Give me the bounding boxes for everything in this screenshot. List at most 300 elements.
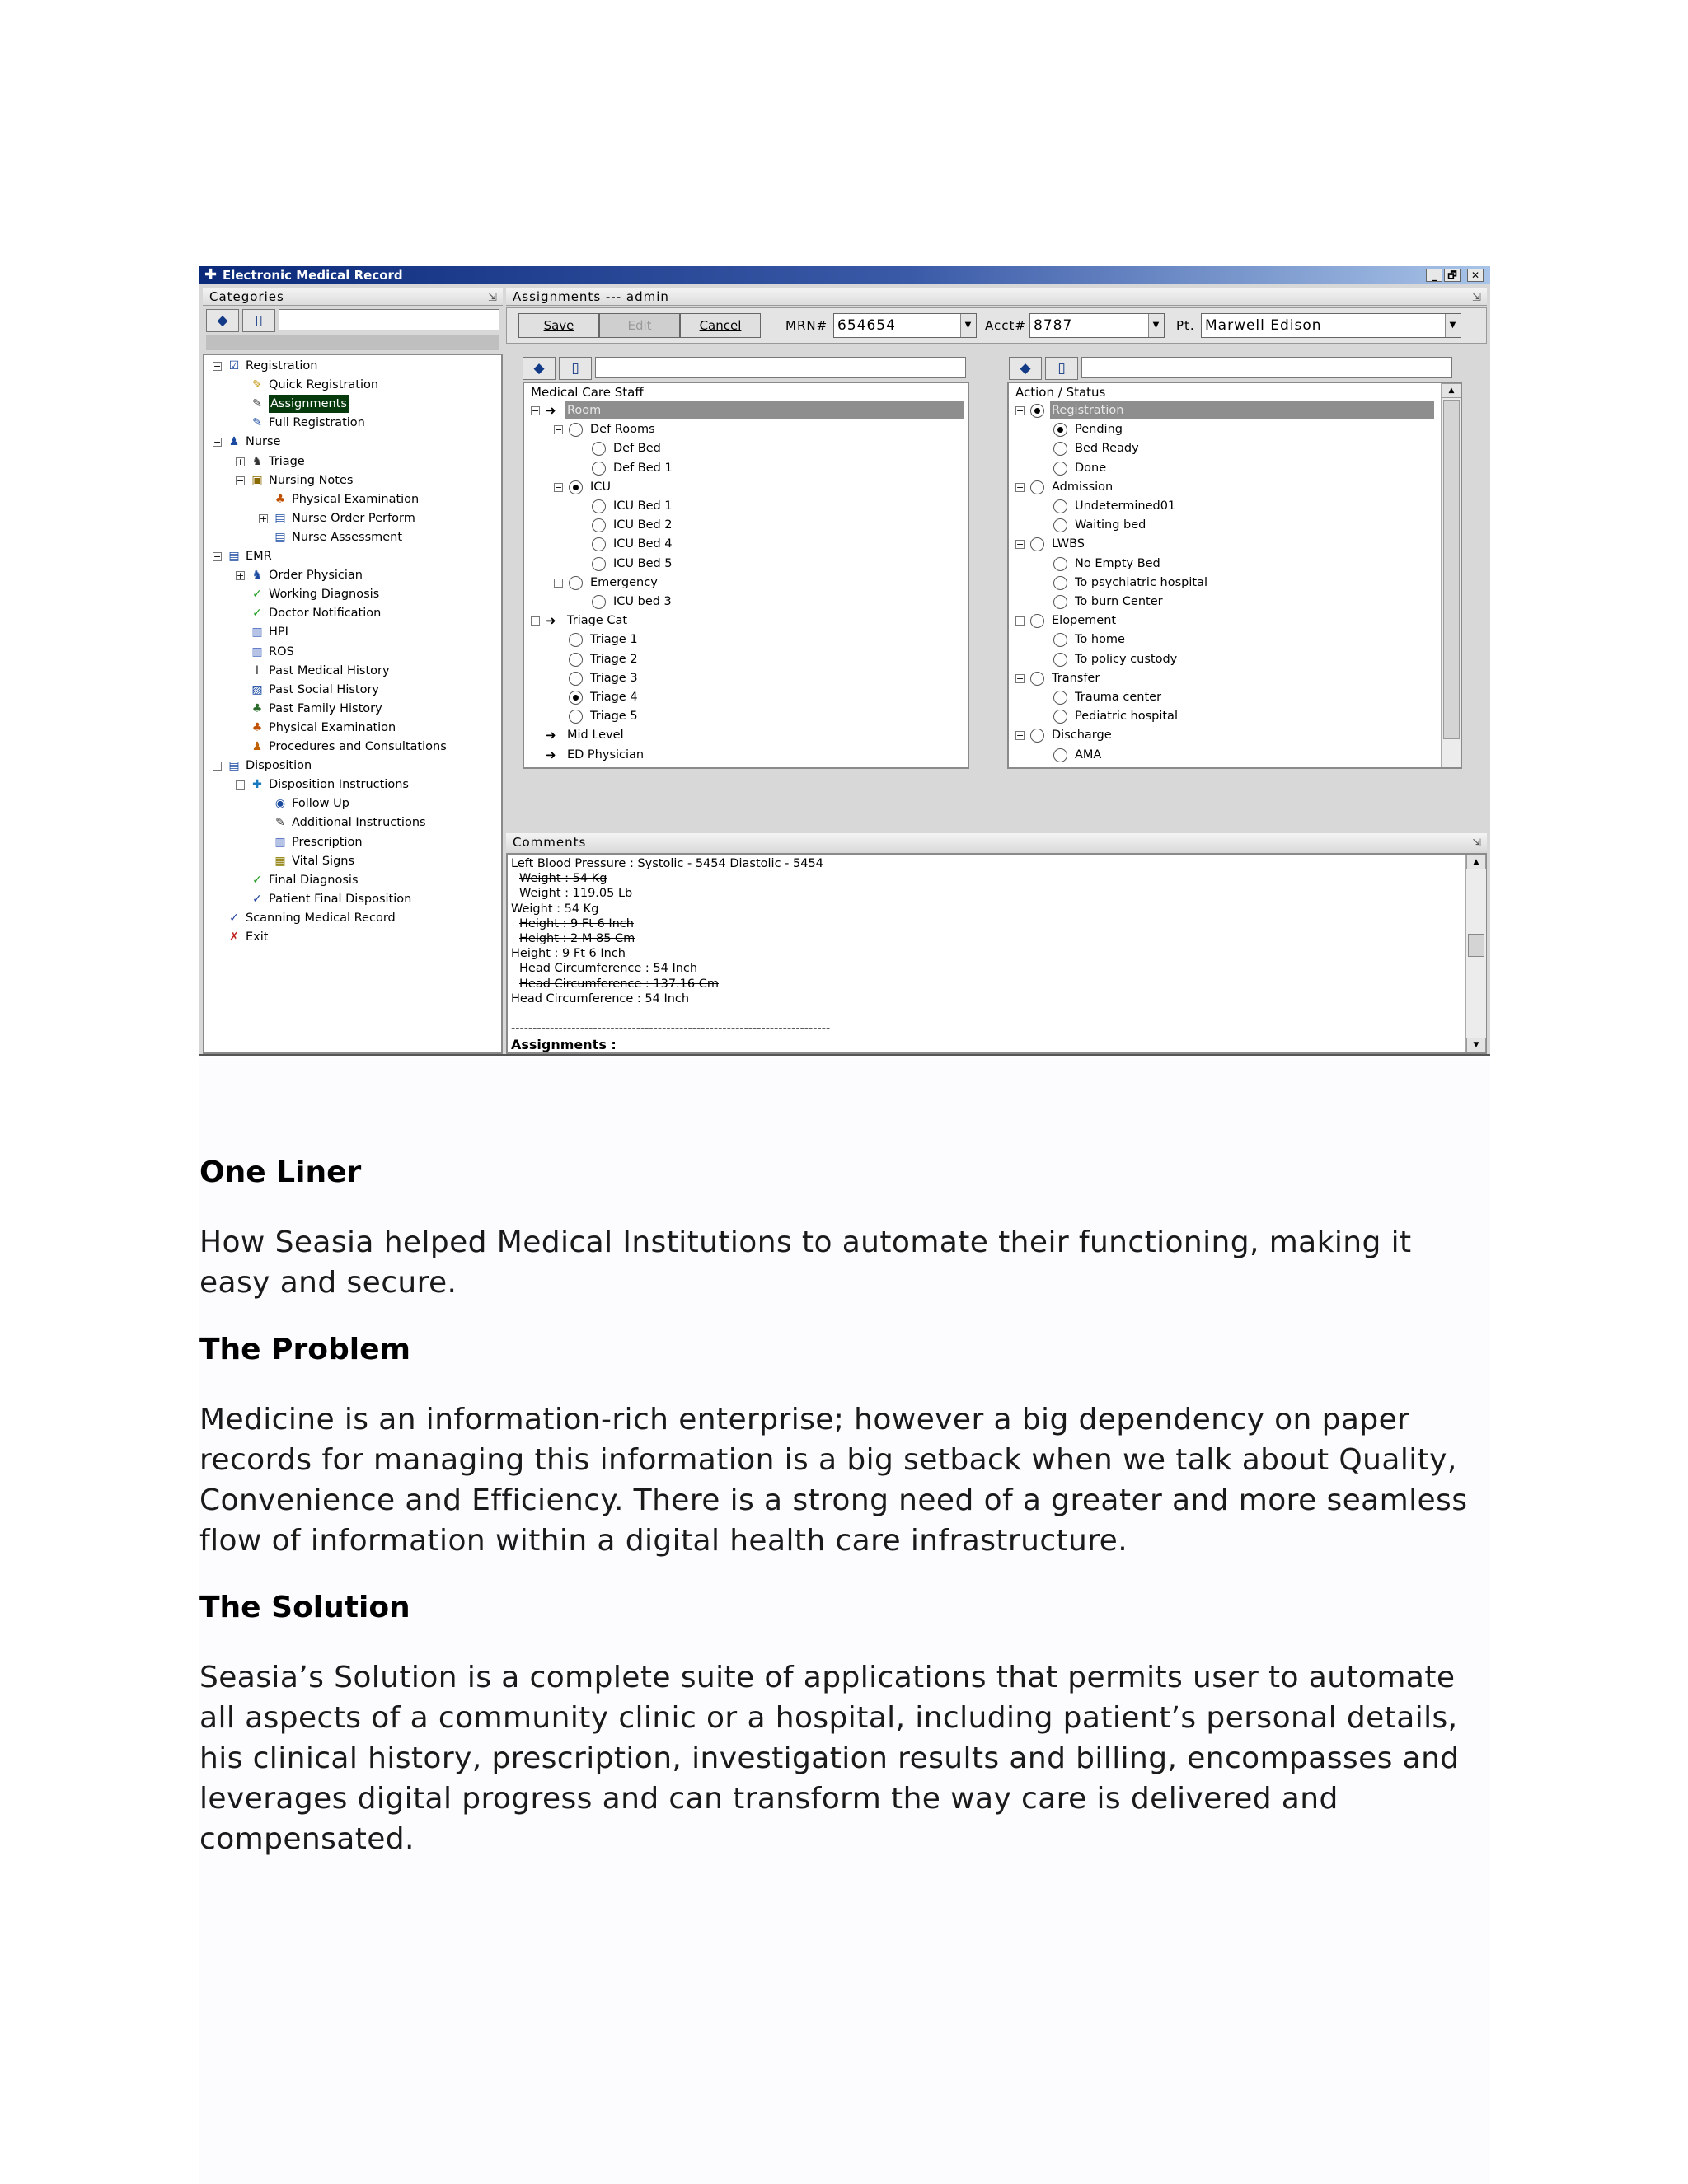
tree-node-label: To burn Center — [1075, 595, 1163, 608]
tree-node-label: LWBS — [1052, 537, 1085, 551]
emr-window — [199, 266, 1490, 1056]
tree-node-label: ICU Bed 4 — [613, 537, 673, 551]
scroll-up-icon[interactable]: ▲ — [1442, 383, 1461, 398]
pen-icon: ✎ — [252, 378, 262, 392]
category-item[interactable] — [204, 681, 498, 699]
collapse-icon[interactable]: − — [237, 780, 245, 791]
category-item-label: Quick Registration — [269, 378, 379, 392]
radio-icon[interactable] — [1030, 672, 1044, 686]
solution-heading: The Solution — [199, 1591, 410, 1624]
check-icon: ✓ — [252, 588, 262, 602]
staff-tree-node[interactable] — [524, 420, 966, 438]
chevron-down-icon[interactable]: ▼ — [960, 314, 976, 337]
category-item[interactable] — [204, 357, 498, 375]
status-tree-node[interactable] — [1009, 535, 1436, 553]
radio-icon[interactable] — [592, 595, 606, 609]
category-item-label: Nurse Order Perform — [292, 511, 415, 525]
book-icon: ◆ — [217, 312, 228, 329]
status-tree-node[interactable] — [1009, 478, 1436, 496]
category-item-label: Working Diagnosis — [269, 588, 380, 602]
close-button[interactable]: ✕ — [1467, 269, 1484, 282]
doc-icon: ▥ — [251, 644, 263, 658]
radio-icon[interactable] — [592, 442, 606, 456]
radio-icon[interactable] — [569, 423, 583, 437]
exit-icon: ✗ — [229, 930, 239, 944]
category-item[interactable] — [204, 700, 498, 718]
tree-node-label: Def Bed — [613, 442, 661, 456]
radio-icon[interactable] — [569, 576, 583, 590]
mrn-value: 654654 — [837, 317, 896, 334]
staff-tree-node[interactable] — [524, 401, 966, 419]
toolbar — [506, 307, 1487, 344]
category-item-label: Order Physician — [269, 569, 363, 583]
tree-node-label: Triage 5 — [590, 710, 638, 724]
radio-selected-icon[interactable] — [1030, 404, 1044, 418]
category-item-label: HPI — [269, 626, 288, 640]
tree-node-label: Room — [567, 404, 602, 417]
category-item-label: Vital Signs — [292, 854, 355, 868]
tree-node-label: ICU Bed 1 — [613, 499, 673, 513]
expand-icon[interactable]: + — [237, 570, 245, 582]
pin-icon[interactable]: ⇲ — [1472, 837, 1482, 850]
tree-node-label: Discharge — [1052, 729, 1112, 743]
radio-icon[interactable] — [1053, 518, 1067, 532]
status-tree-node[interactable] — [1009, 401, 1436, 419]
category-item-label: Past Medical History — [269, 663, 390, 677]
staff-tree-node[interactable] — [524, 707, 966, 725]
comment-line: Height : 9 Ft 6 Inch — [519, 916, 634, 930]
open-book-icon: ▯ — [1057, 360, 1066, 377]
radio-icon[interactable] — [592, 518, 606, 532]
open-book-icon: ▯ — [571, 360, 579, 377]
triage-icon: ♞ — [251, 454, 263, 468]
category-item-label: Physical Examination — [269, 720, 396, 734]
radio-icon[interactable] — [592, 462, 606, 476]
tree-node-label: AMA — [1075, 748, 1102, 762]
tree-node-label: Pending — [1075, 423, 1123, 437]
status-book-button[interactable] — [1009, 357, 1042, 380]
status-tree-node[interactable] — [1009, 650, 1436, 668]
category-item[interactable] — [204, 547, 498, 565]
category-item[interactable] — [204, 852, 498, 870]
category-item-label: Scanning Medical Record — [246, 911, 396, 925]
collapse-icon[interactable]: − — [1016, 481, 1025, 493]
disposition-icon: ▤ — [228, 759, 240, 773]
comments-box[interactable] — [506, 853, 1487, 1054]
categories-search-input[interactable] — [279, 309, 499, 330]
one-liner-text: How Seasia helped Medical Institutions to automate their functioning, making it easy and secure. — [199, 1226, 1412, 1300]
assessment-icon: ▤ — [274, 530, 286, 544]
comment-line: Weight : 119.05 Lb — [519, 887, 633, 901]
status-scrollbar[interactable] — [1441, 383, 1461, 767]
tree-node-label: Elopement — [1052, 614, 1117, 628]
category-item[interactable] — [204, 776, 498, 794]
tree-node-label: ED Physician — [567, 748, 645, 762]
status-tree-node[interactable] — [1009, 516, 1436, 534]
category-item[interactable] — [204, 909, 498, 927]
category-item-label: Disposition Instructions — [269, 778, 409, 792]
staff-open-book-button[interactable] — [559, 357, 592, 380]
status-tree-node[interactable] — [1009, 555, 1436, 573]
collapse-icon[interactable]: − — [213, 761, 222, 772]
edit-button[interactable] — [599, 313, 680, 338]
staff-tree-node[interactable] — [524, 459, 966, 477]
arrow-right-icon: ➜ — [546, 403, 556, 418]
collapse-icon[interactable]: − — [1016, 616, 1025, 627]
comment-line: Weight : 54 Kg — [511, 902, 599, 916]
tree-node-label: Triage 3 — [590, 671, 638, 685]
collapse-icon[interactable]: − — [1016, 673, 1025, 684]
category-item[interactable] — [204, 528, 498, 546]
arrow-right-icon: ➜ — [546, 613, 556, 629]
tree-node-label: Triage 1 — [590, 633, 638, 647]
radio-icon[interactable] — [1053, 748, 1067, 762]
collapse-icon[interactable]: − — [1016, 730, 1025, 742]
status-tree-node[interactable] — [1009, 688, 1436, 706]
radio-icon[interactable] — [1030, 480, 1044, 494]
collapse-icon[interactable]: − — [1016, 539, 1025, 551]
acct-value: 8787 — [1034, 317, 1073, 334]
assign-icon: ✎ — [252, 397, 262, 411]
tree-node-label: ICU Bed 5 — [613, 556, 673, 570]
category-item[interactable] — [204, 757, 498, 775]
tree-node-label: Bed Ready — [1075, 442, 1139, 456]
app-plus-icon: ✚ — [204, 266, 218, 284]
status-tree-node[interactable] — [1009, 630, 1436, 649]
staff-panel — [523, 382, 969, 769]
exam-icon: ♣ — [251, 720, 263, 734]
assignments-header — [506, 288, 1487, 306]
comment-line: Head Circumference : 137.16 Cm — [519, 977, 719, 991]
comments-title: Comments — [513, 835, 587, 850]
vitals-icon: ▦ — [274, 854, 286, 868]
category-item[interactable] — [204, 490, 498, 509]
category-item-label: Follow Up — [292, 797, 349, 811]
tree-node-label: Mid Level — [567, 729, 624, 743]
procedure-icon: ♟ — [251, 740, 263, 753]
category-item-label: Nurse Assessment — [292, 530, 403, 544]
collapse-icon[interactable]: − — [213, 437, 222, 448]
staff-tree-node[interactable] — [524, 650, 966, 668]
scroll-thumb[interactable] — [1468, 934, 1484, 957]
collapse-icon[interactable]: − — [213, 551, 222, 562]
collapse-icon[interactable]: − — [555, 577, 563, 588]
category-item-label: Disposition — [246, 759, 312, 773]
radio-icon[interactable] — [569, 672, 583, 686]
chevron-down-icon[interactable]: ▼ — [1445, 314, 1461, 337]
doc-icon: ▥ — [251, 626, 263, 640]
category-item-label: Physical Examination — [292, 492, 420, 506]
social-icon: ▨ — [251, 682, 263, 696]
category-item-label: Doctor Notification — [269, 607, 382, 621]
category-item-label: Patient Final Disposition — [269, 892, 412, 906]
assignments-area — [506, 288, 1487, 1054]
acct-label: Acct# — [985, 318, 1026, 333]
category-item[interactable] — [204, 452, 498, 471]
categories-title: Categories — [209, 289, 284, 304]
category-item[interactable] — [204, 414, 498, 432]
check-icon: ✓ — [229, 911, 239, 925]
comment-line: Assignments : — [511, 1037, 617, 1052]
radio-icon[interactable] — [569, 633, 583, 647]
category-item-label: EMR — [246, 550, 272, 563]
tree-node-label: Registration — [1052, 404, 1124, 417]
minimize-button[interactable]: _ — [1426, 269, 1442, 282]
radio-icon[interactable] — [1053, 710, 1067, 724]
check-icon: ✓ — [252, 607, 262, 621]
radio-icon[interactable] — [1030, 729, 1044, 743]
category-item[interactable] — [204, 738, 498, 756]
status-tree-node[interactable] — [1009, 420, 1436, 438]
pin-icon[interactable]: ⇲ — [1472, 292, 1482, 304]
category-item[interactable] — [204, 623, 498, 641]
staff-tree-node[interactable] — [524, 555, 966, 573]
radio-icon[interactable] — [569, 710, 583, 724]
comment-line: Height : 2 M 85 Cm — [519, 932, 635, 945]
category-item-label: Assignments — [269, 395, 349, 413]
form-icon: ✎ — [252, 416, 262, 430]
restore-button[interactable]: 🗗 — [1444, 269, 1461, 282]
family-icon: ♣ — [251, 701, 263, 715]
radio-selected-icon[interactable] — [1053, 423, 1067, 437]
category-item-label: Prescription — [292, 835, 363, 849]
tree-node-label: ICU bed 3 — [613, 595, 672, 608]
collapse-icon[interactable]: − — [237, 475, 245, 486]
category-item[interactable] — [204, 719, 498, 737]
categories-separator — [206, 335, 499, 350]
scroll-down-icon[interactable]: ▼ — [1466, 1038, 1486, 1052]
staff-tree-node[interactable] — [524, 688, 966, 706]
staff-tree-node[interactable] — [524, 535, 966, 553]
tree-node-label: Emergency — [590, 575, 658, 589]
tree-node-label: To home — [1075, 633, 1125, 647]
patient-field[interactable] — [1201, 313, 1461, 338]
chevron-down-icon[interactable]: ▼ — [1148, 314, 1164, 337]
category-item[interactable] — [204, 833, 498, 851]
status-tree-node[interactable] — [1009, 497, 1436, 515]
category-item-label: Additional Instructions — [292, 816, 426, 830]
book-icon: ◆ — [1020, 360, 1031, 377]
radio-icon[interactable] — [592, 499, 606, 513]
scroll-up-icon[interactable]: ▲ — [1466, 855, 1486, 869]
category-item-label: Past Social History — [269, 682, 380, 696]
assignments-title: Assignments --- admin — [513, 289, 669, 304]
radio-icon[interactable] — [1053, 462, 1067, 476]
comment-line: Left Blood Pressure : Systolic - 5454 Diastolic - 5454 — [511, 857, 823, 870]
save-button[interactable] — [518, 313, 599, 338]
staff-panel-header: Medical Care Staff — [524, 383, 968, 401]
category-item-label: Nursing Notes — [269, 473, 354, 487]
open-book-button[interactable] — [242, 309, 275, 332]
staff-tree-node[interactable] — [524, 497, 966, 515]
category-item[interactable] — [204, 433, 498, 451]
status-tree-node[interactable] — [1009, 612, 1436, 630]
patient-label: Pt. — [1176, 318, 1195, 333]
edit-icon: ✎ — [275, 816, 285, 830]
emr-icon: ▤ — [228, 550, 240, 563]
status-panel-header: Action / Status — [1009, 383, 1437, 401]
status-open-book-button[interactable] — [1045, 357, 1078, 380]
open-book-icon: ▯ — [255, 312, 263, 329]
category-item-label: Nurse — [246, 435, 281, 449]
mrn-label: MRN# — [785, 318, 828, 333]
category-item[interactable] — [204, 509, 498, 527]
staff-tree-node[interactable] — [524, 612, 966, 630]
radio-icon[interactable] — [592, 537, 606, 551]
status-panel — [1007, 382, 1462, 769]
problem-text: Medicine is an information-rich enterprise; however a big dependency on paper records for managing this information is a big setback when we talk about Quality, Convenience and Efficiency. There is a strong need of a greater and more seamless flow of information within a digital health care infrastructure. — [199, 1403, 1468, 1558]
category-item[interactable] — [204, 871, 498, 889]
collapse-icon[interactable]: − — [1016, 405, 1025, 416]
category-item-label: Triage — [269, 454, 305, 468]
comment-line: Head Circumference : 54 Inch — [511, 991, 690, 1005]
tree-node-label: Done — [1075, 461, 1107, 475]
problem-heading: The Problem — [199, 1333, 411, 1366]
radio-icon[interactable] — [1030, 614, 1044, 628]
book-view-button[interactable] — [206, 309, 239, 332]
registration-icon: ☑ — [228, 359, 240, 373]
staff-search-input[interactable] — [595, 357, 966, 378]
cancel-button[interactable] — [680, 313, 761, 338]
comments-scrollbar[interactable] — [1465, 855, 1486, 1052]
staff-tree-node[interactable] — [524, 669, 966, 687]
comment-line: Weight : 54 Kg — [519, 872, 607, 886]
staff-tree-node[interactable] — [524, 574, 966, 592]
collapse-icon[interactable]: − — [532, 405, 540, 416]
nurse-icon: ♟ — [228, 435, 240, 449]
comment-line: Height : 9 Ft 6 Inch — [511, 947, 626, 961]
category-item-label: Registration — [246, 359, 318, 373]
radio-icon[interactable] — [1053, 557, 1067, 571]
radio-icon[interactable] — [1030, 537, 1044, 551]
solution-text: Seasia’s Solution is a complete suite of applications that permits user to automate all aspects of a community clinic or a hospital, including patient’s personal details, his clinical history, prescription, investigation results and billing, encompasses and leverages digital progress and can transform the way care is delivered and compensated. — [199, 1661, 1460, 1856]
status-tree-node[interactable] — [1009, 669, 1436, 687]
radio-icon[interactable] — [1053, 442, 1067, 456]
category-item[interactable] — [204, 813, 498, 832]
arrow-right-icon: ➜ — [546, 747, 556, 762]
staff-book-button[interactable] — [523, 357, 556, 380]
category-item[interactable] — [204, 376, 498, 394]
window-title: Electronic Medical Record — [223, 268, 403, 283]
radio-icon[interactable] — [569, 653, 583, 667]
book-icon: ◆ — [533, 360, 545, 377]
tree-node-label: Triage 4 — [590, 691, 638, 704]
scroll-thumb[interactable] — [1443, 400, 1460, 739]
category-item[interactable] — [204, 585, 498, 603]
radio-icon[interactable] — [1053, 633, 1067, 647]
category-item[interactable] — [204, 662, 498, 680]
exam-icon: ♣ — [274, 492, 286, 506]
status-tree-node[interactable] — [1009, 574, 1436, 592]
staff-tree-node[interactable] — [524, 516, 966, 534]
staff-tree-node[interactable] — [524, 478, 966, 496]
category-item-label: Final Diagnosis — [269, 873, 359, 887]
status-tree-node[interactable] — [1009, 593, 1436, 611]
radio-icon[interactable] — [1053, 653, 1067, 667]
radio-icon[interactable] — [1053, 576, 1067, 590]
category-item[interactable] — [204, 928, 498, 946]
status-tree-node[interactable] — [1009, 746, 1436, 764]
status-tree-node[interactable] — [1009, 726, 1436, 744]
staff-tree-node[interactable] — [524, 439, 966, 457]
category-item[interactable] — [204, 890, 498, 908]
mrn-field[interactable] — [833, 313, 977, 338]
staff-tree-node[interactable] — [524, 630, 966, 649]
check-icon: ✓ — [252, 873, 262, 887]
tree-node-label: Admission — [1052, 480, 1114, 494]
tree-node-label: Triage Cat — [567, 614, 628, 628]
acct-field[interactable] — [1029, 313, 1165, 338]
screenshot-bottom-rule — [199, 1054, 1490, 1056]
tree-node-label: Undetermined01 — [1075, 499, 1176, 513]
staff-tree-node[interactable] — [524, 593, 966, 611]
category-item[interactable] — [204, 643, 498, 661]
tree-node-label: ICU Bed 2 — [613, 518, 673, 532]
arrow-right-icon: ➜ — [546, 728, 556, 743]
status-tree-node[interactable] — [1009, 439, 1436, 457]
tree-node-label: Waiting bed — [1075, 518, 1146, 532]
radio-selected-icon[interactable] — [569, 480, 583, 494]
category-item-label: Exit — [246, 930, 269, 944]
category-item[interactable] — [204, 395, 498, 413]
category-item[interactable] — [204, 794, 498, 813]
cancel-label: Cancel — [699, 318, 742, 333]
radio-icon[interactable] — [1053, 595, 1067, 609]
collapse-icon[interactable]: − — [555, 481, 563, 493]
pin-icon[interactable]: ⇲ — [488, 292, 498, 304]
radio-icon[interactable] — [1053, 499, 1067, 513]
expand-icon[interactable]: + — [237, 456, 245, 467]
tree-node-label: Trauma center — [1075, 691, 1162, 704]
status-search-input[interactable] — [1081, 357, 1452, 378]
expand-icon[interactable]: + — [260, 513, 268, 524]
comment-line: -------------------------------------------------------------------------- — [511, 1022, 831, 1036]
edit-label: Edit — [627, 318, 652, 333]
comments-header — [506, 833, 1487, 851]
status-tree-node[interactable] — [1009, 459, 1436, 477]
categories-panel — [203, 288, 503, 1054]
physician-icon: ♞ — [251, 569, 263, 583]
category-item-label: ROS — [269, 644, 294, 658]
categories-tree — [203, 354, 503, 1054]
tree-node-label: Pediatric hospital — [1075, 710, 1178, 724]
collapse-icon[interactable]: − — [555, 424, 563, 436]
save-label: Save — [543, 318, 574, 333]
window-titlebar — [199, 266, 1490, 284]
collapse-icon[interactable]: − — [213, 361, 222, 372]
category-item[interactable] — [204, 566, 498, 584]
staff-tree-node[interactable] — [524, 746, 966, 764]
categories-header — [203, 288, 503, 306]
tree-node-label: To policy custody — [1075, 652, 1178, 666]
category-item[interactable] — [204, 604, 498, 622]
radio-selected-icon[interactable] — [569, 691, 583, 705]
radio-icon[interactable] — [592, 557, 606, 571]
tree-node-label: Def Bed 1 — [613, 461, 673, 475]
status-tree-node[interactable] — [1009, 707, 1436, 725]
radio-icon[interactable] — [1053, 691, 1067, 705]
category-item-label: Procedures and Consultations — [269, 740, 447, 753]
history-icon: Ⅰ — [255, 663, 260, 677]
category-item[interactable] — [204, 471, 498, 490]
collapse-icon[interactable]: − — [532, 616, 540, 627]
staff-tree-node[interactable] — [524, 726, 966, 744]
order-icon: ▤ — [274, 511, 286, 525]
tree-node-label: To psychiatric hospital — [1075, 575, 1207, 589]
tree-node-label: ICU — [590, 480, 612, 494]
tree-node-label: Def Rooms — [590, 423, 655, 437]
tree-node-label: No Empty Bed — [1075, 556, 1160, 570]
